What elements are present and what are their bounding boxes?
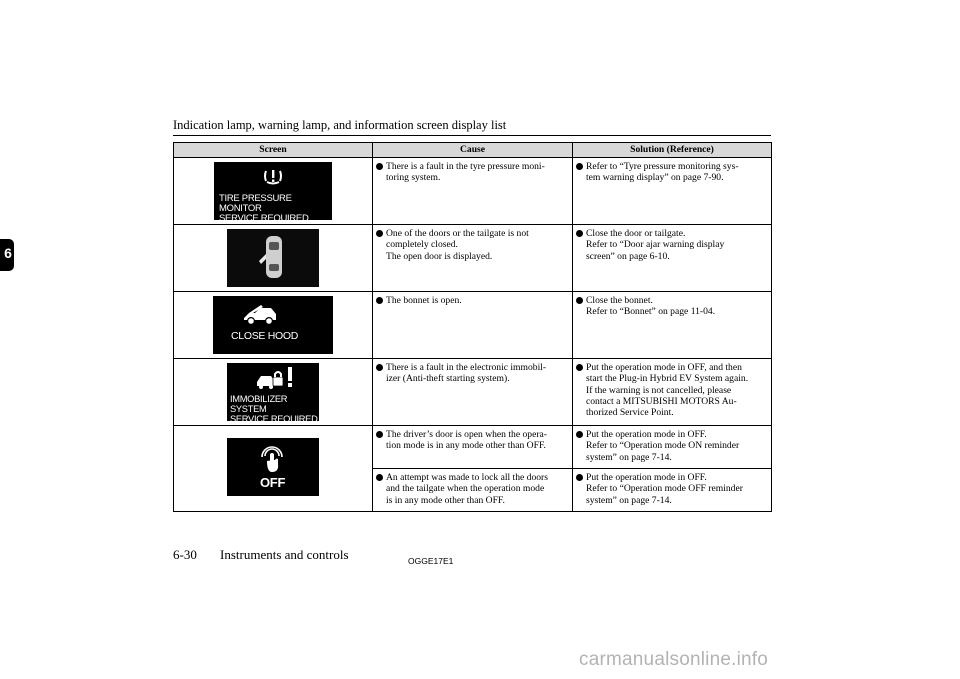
bullet-icon — [576, 229, 586, 262]
screen-caption: SERVICE REQUIRED — [219, 213, 309, 224]
solution-cell — [573, 292, 772, 359]
section-title: Instruments and controls — [220, 547, 349, 562]
solution-text: Close the door or tailgate. — [586, 228, 686, 239]
watermark: carmanualsonline.info — [579, 649, 769, 670]
list-item — [376, 161, 569, 184]
hood-open-car-icon — [241, 304, 279, 326]
solution-text: Close the bonnet. — [586, 295, 653, 306]
list-item — [376, 472, 569, 506]
list-item — [576, 161, 768, 184]
list-item — [376, 295, 569, 307]
cause-cell — [373, 426, 573, 469]
cause-text: There is a fault in the electronic immobil- — [386, 362, 547, 373]
chapter-tab — [0, 239, 14, 271]
bullet-icon — [576, 363, 586, 418]
cause-text: An attempt was made to lock all the doors — [386, 472, 548, 483]
screen-caption: CLOSE HOOD — [231, 330, 299, 342]
table-header-row — [174, 143, 772, 158]
screen-caption: OFF — [260, 474, 286, 490]
bullet-icon — [576, 162, 586, 184]
cause-cell — [373, 158, 573, 225]
cause-cell — [373, 469, 573, 512]
cause-text: is in any mode other than OFF. — [386, 494, 505, 506]
page-header-title: Indication lamp, warning lamp, and information screen display list — [173, 118, 507, 132]
screen-cell — [174, 158, 373, 225]
cause-text: The open door is displayed. — [386, 250, 493, 262]
page-number: 6-30 — [173, 547, 197, 562]
cause-text: One of the doors or the tailgate is not — [386, 228, 529, 239]
table-row — [174, 359, 772, 426]
screen-caption: TIRE PRESSURE MONITOR — [219, 193, 292, 214]
close-hood-screen — [213, 296, 333, 354]
operation-mode-off-screen — [227, 438, 319, 496]
solution-text: tem warning display” on page 7-90. — [586, 172, 724, 184]
solution-text: Refer to “Operation mode OFF reminder — [586, 483, 743, 495]
screen-cell — [174, 292, 373, 359]
bullet-icon — [376, 363, 386, 385]
solution-text: system” on page 7-14. — [586, 451, 672, 463]
immobilizer-screen — [227, 363, 319, 424]
screen-cell — [174, 426, 373, 512]
header-rule — [173, 135, 771, 136]
solution-text: Refer to “Operation mode ON reminder — [586, 440, 740, 452]
solution-text: contact a MITSUBISHI MOTORS Au- — [586, 395, 737, 407]
solution-text: Put the operation mode in OFF. — [586, 429, 707, 440]
solution-text: start the Plug-in Hybrid EV System again. — [586, 373, 749, 385]
bullet-icon — [576, 430, 586, 463]
column-header-solution: Solution (Reference) — [573, 143, 772, 158]
solution-text: Refer to “Bonnet” on page 11-04. — [586, 306, 716, 318]
cause-text: completely closed. — [386, 239, 458, 251]
immobilizer-warning-icon — [255, 366, 299, 390]
list-item — [576, 295, 768, 318]
list-item — [576, 472, 768, 506]
list-item — [376, 362, 569, 385]
bullet-icon — [376, 296, 386, 307]
table-row — [174, 426, 772, 469]
screen-cell — [174, 225, 373, 292]
operation-mode-off-icon — [259, 444, 285, 474]
screen-caption: SERVICE REQUIRED — [230, 414, 318, 424]
cause-text: and the tailgate when the operation mode — [386, 483, 545, 495]
solution-cell — [573, 225, 772, 292]
solution-cell — [573, 158, 772, 225]
screen-cell — [174, 359, 373, 426]
cause-text: izer (Anti-theft starting system). — [386, 373, 510, 385]
solution-cell — [573, 426, 772, 469]
solution-text: screen” on page 6-10. — [586, 250, 670, 262]
cause-cell — [373, 225, 573, 292]
list-item — [376, 429, 569, 452]
column-header-cause: Cause — [373, 143, 573, 158]
solution-text: Put the operation mode in OFF. — [586, 472, 707, 483]
list-item — [576, 429, 768, 463]
bullet-icon — [576, 296, 586, 318]
display-list-table — [173, 142, 772, 512]
solution-cell — [573, 359, 772, 426]
list-item — [376, 228, 569, 262]
table-row — [174, 158, 772, 225]
bullet-icon — [376, 473, 386, 506]
cause-text: There is a fault in the tyre pressure moni- — [386, 161, 545, 172]
list-item — [576, 228, 768, 262]
chapter-tab-number: 6 — [4, 245, 12, 261]
cause-text: The bonnet is open. — [386, 295, 462, 306]
screen-caption: IMMOBILIZER SYSTEM — [230, 394, 288, 414]
cause-cell — [373, 292, 573, 359]
cause-text: tion mode is in any mode other than OFF. — [386, 440, 546, 452]
solution-text: system” on page 7-14. — [586, 494, 672, 506]
solution-cell — [573, 469, 772, 512]
solution-text: Refer to “Tyre pressure monitoring sys- — [586, 161, 739, 172]
tire-pressure-screen — [214, 162, 332, 224]
table-row — [174, 292, 772, 359]
bullet-icon — [376, 162, 386, 184]
document-code: OGGE17E1 — [408, 556, 454, 566]
door-ajar-vehicle-icon — [258, 234, 288, 282]
cause-cell — [373, 359, 573, 426]
table-row — [174, 225, 772, 292]
solution-text: Put the operation mode in OFF, and then — [586, 362, 742, 373]
door-ajar-screen — [227, 229, 319, 287]
bullet-icon — [576, 473, 586, 506]
tire-pressure-warning-icon — [262, 166, 284, 186]
cause-text: The driver’s door is open when the opera- — [386, 429, 547, 440]
list-item — [576, 362, 768, 418]
solution-text: thorized Service Point. — [586, 407, 674, 419]
bullet-icon — [376, 229, 386, 262]
solution-text: If the warning is not cancelled, please — [586, 384, 732, 396]
cause-text: toring system. — [386, 172, 441, 184]
column-header-screen: Screen — [174, 143, 373, 158]
solution-text: Refer to “Door ajar warning display — [586, 239, 725, 251]
bullet-icon — [376, 430, 386, 452]
